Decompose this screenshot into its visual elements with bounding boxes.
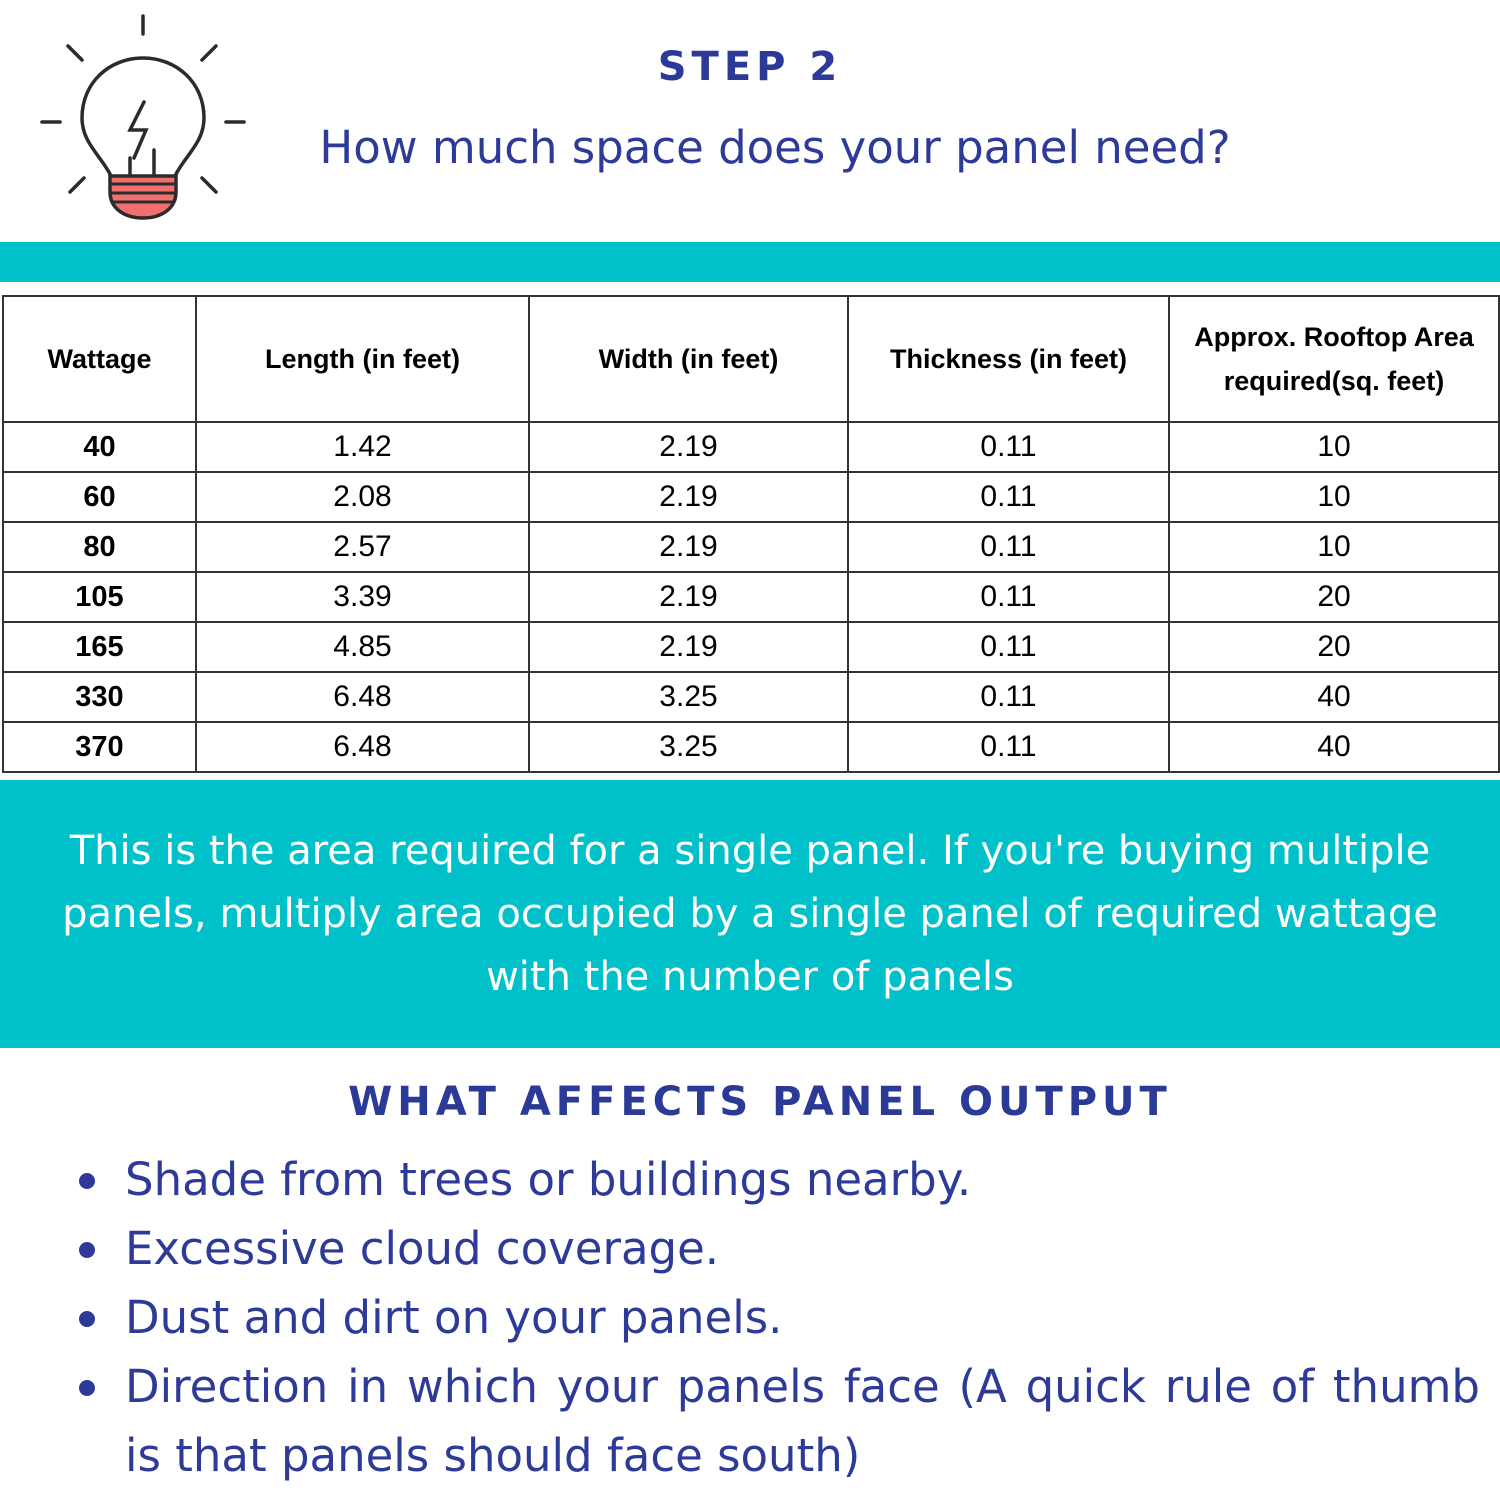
cell-wattage: 165 <box>3 622 196 672</box>
cell-width: 2.19 <box>529 472 848 522</box>
cell-length: 4.85 <box>196 622 529 672</box>
affects-heading: WHAT AFFECTS PANEL OUTPUT <box>348 1079 1172 1125</box>
table-row <box>3 522 1499 572</box>
step-title: STEP 2 <box>657 44 843 90</box>
table-row <box>3 472 1499 522</box>
cell-thickness: 0.11 <box>848 422 1169 472</box>
list-item <box>75 1145 1480 1214</box>
list-item-text: Excessive cloud coverage. <box>125 1222 720 1275</box>
cell-area: 40 <box>1169 672 1499 722</box>
cell-area: 20 <box>1169 572 1499 622</box>
cell-width: 2.19 <box>529 422 848 472</box>
cell-width: 2.19 <box>529 522 848 572</box>
cell-wattage: 330 <box>3 672 196 722</box>
table-row <box>3 572 1499 622</box>
cell-width: 2.19 <box>529 622 848 672</box>
cell-length: 2.08 <box>196 472 529 522</box>
table-row <box>3 672 1499 722</box>
cell-area: 40 <box>1169 722 1499 772</box>
col-header-width: Width (in feet) <box>529 296 848 422</box>
cell-wattage: 40 <box>3 422 196 472</box>
cell-area: 10 <box>1169 472 1499 522</box>
cell-thickness: 0.11 <box>848 522 1169 572</box>
cell-length: 2.57 <box>196 522 529 572</box>
table-row <box>3 422 1499 472</box>
list-item <box>75 1214 1480 1283</box>
list-item <box>75 1283 1480 1352</box>
bullet-icon <box>79 1173 95 1189</box>
page-subtitle: How much space does your panel need? <box>319 121 1231 174</box>
cell-area: 10 <box>1169 422 1499 472</box>
cell-wattage: 370 <box>3 722 196 772</box>
cell-width: 3.25 <box>529 722 848 772</box>
cell-thickness: 0.11 <box>848 572 1169 622</box>
table-row <box>3 722 1499 772</box>
bullet-icon <box>79 1380 95 1396</box>
list-item-text: Dust and dirt on your panels. <box>125 1291 783 1344</box>
cell-length: 6.48 <box>196 722 529 772</box>
cell-length: 1.42 <box>196 422 529 472</box>
cell-length: 3.39 <box>196 572 529 622</box>
cell-wattage: 105 <box>3 572 196 622</box>
bullet-icon <box>79 1242 95 1258</box>
cell-wattage: 60 <box>3 472 196 522</box>
table-header-row <box>3 296 1499 422</box>
cell-wattage: 80 <box>3 522 196 572</box>
list-item <box>75 1352 1480 1490</box>
note-text: This is the area required for a single panel. If you're buying multiple panels, multiply area occupied by a single panel of required wattage with the number of panels <box>62 828 1438 1000</box>
cell-thickness: 0.11 <box>848 622 1169 672</box>
note-banner <box>0 780 1500 1048</box>
col-header-wattage: Wattage <box>3 296 196 422</box>
cell-length: 6.48 <box>196 672 529 722</box>
list-item-text: Shade from trees or buildings nearby. <box>125 1153 972 1206</box>
col-header-thickness: Thickness (in feet) <box>848 296 1169 422</box>
col-header-length: Length (in feet) <box>196 296 529 422</box>
teal-divider <box>0 242 1500 282</box>
cell-thickness: 0.11 <box>848 672 1169 722</box>
bullet-icon <box>79 1311 95 1327</box>
panel-space-table <box>2 295 1498 773</box>
lightbulb-icon <box>30 10 260 230</box>
cell-thickness: 0.11 <box>848 722 1169 772</box>
cell-thickness: 0.11 <box>848 472 1169 522</box>
table-row <box>3 622 1499 672</box>
col-header-rooftop-area: Approx. Rooftop Area required(sq. feet) <box>1169 296 1499 422</box>
cell-width: 3.25 <box>529 672 848 722</box>
cell-area: 20 <box>1169 622 1499 672</box>
affects-list <box>75 1145 1480 1490</box>
cell-area: 10 <box>1169 522 1499 572</box>
list-item-text: Direction in which your panels face (A quick rule of thumb is that panels should face south) <box>125 1360 1480 1482</box>
cell-width: 2.19 <box>529 572 848 622</box>
